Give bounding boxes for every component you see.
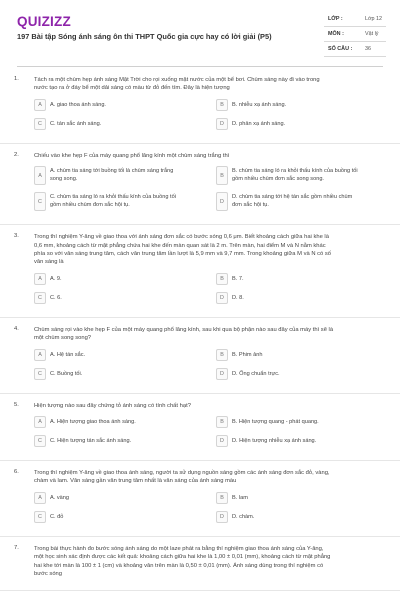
question-text-line: Trong thí nghiệm Y-âng về giao thoa với ánh sáng đơn sắc có bước sóng 0,6 μm. Biết khoảng cách giữa hai khe là <box>34 234 329 241</box>
option-text <box>50 194 176 209</box>
question-text-line: vân sáng là <box>34 259 64 266</box>
option-letter-box: D <box>216 192 228 211</box>
answer-option-b[interactable] <box>216 166 382 185</box>
answer-option-b[interactable] <box>216 349 382 361</box>
answer-option-d[interactable] <box>216 192 382 211</box>
page-title: 197 Bài tập Sóng ánh sáng ôn thi THPT Quốc gia cực hay có lời giải (P5) <box>17 32 272 41</box>
option-text-line: D. chùm tia sáng tới hệ tán sắc gồm nhiều chùm <box>232 194 353 201</box>
question-text-line: phía so với vân sáng trung tâm, cách vân trung tâm lần lượt là 5,9 mm và 9,7 mm. Trong khoảng giữa M và N có số <box>34 251 331 257</box>
option-text <box>232 194 352 209</box>
option-text <box>232 495 248 502</box>
meta-row-count <box>324 42 386 57</box>
answer-option-d[interactable] <box>216 511 382 523</box>
question-text-line: hai khe tới màn là 100 ± 1 (cm) và khoảng vân trên màn là 0,50 ± 0,01 (mm). Ánh sáng dùng trong thí nghiệm có <box>34 562 324 569</box>
option-text-line: B. 7. <box>232 275 244 282</box>
option-letter-box: A <box>34 99 46 111</box>
question-number: 2. <box>14 151 19 158</box>
answer-option-a[interactable] <box>34 349 200 361</box>
option-text <box>50 352 85 359</box>
option-text-line: A. Hệ tán sắc. <box>50 351 86 358</box>
option-text-line: A. 9. <box>50 275 62 282</box>
answer-option-a[interactable] <box>34 273 200 285</box>
option-text-line: B. chùm tia sáng ló ra khỏi thấu kính của buồng tối <box>232 168 358 175</box>
answer-option-d[interactable] <box>216 292 382 304</box>
option-text <box>50 295 62 302</box>
option-letter-box: C <box>34 368 46 380</box>
answer-option-c[interactable] <box>34 368 200 380</box>
option-text-line: C. Hiện tượng tán sắc ánh sáng. <box>50 437 132 444</box>
answer-option-c[interactable] <box>34 511 200 523</box>
answer-option-c[interactable] <box>34 118 200 130</box>
answer-option-a[interactable] <box>34 416 200 428</box>
answer-option-a[interactable] <box>34 492 200 504</box>
option-text <box>232 121 285 128</box>
option-letter-box: D <box>216 118 228 130</box>
question-text-line: Hiện tượng nào sau đây chứng tỏ ánh sáng có tính chất hạt? <box>34 402 191 409</box>
answer-option-b[interactable] <box>216 273 382 285</box>
answer-option-c[interactable] <box>34 292 200 304</box>
option-text-line: D. 8. <box>232 294 244 301</box>
option-letter-box: A <box>34 349 46 361</box>
question-item <box>0 231 400 318</box>
option-text <box>232 438 316 445</box>
answer-option-d[interactable] <box>216 368 382 380</box>
question-text-line: Trong thí nghiệm Y-âng về giao thoa ánh sáng, người ta sử dụng nguồn sáng gồm các ánh sáng đơn sắc đỏ, vàng, <box>34 470 330 476</box>
question-text-line: Chiếu vào khe hẹp F của máy quang phổ lăng kính một chùm sáng trắng thì <box>34 152 230 159</box>
question-number: 5. <box>14 401 19 408</box>
option-text <box>50 438 131 445</box>
option-letter-box: C <box>34 118 46 130</box>
option-letter-box: D <box>216 435 228 447</box>
option-text <box>232 419 319 426</box>
question-number: 7. <box>14 544 19 551</box>
option-text-line: B. nhiễu xạ ánh sáng. <box>232 101 287 108</box>
question-item <box>0 150 400 225</box>
option-text <box>50 121 101 128</box>
option-text-line: C. tán sắc ánh sáng. <box>50 120 102 127</box>
option-letter-box: B <box>216 273 228 285</box>
option-text <box>232 102 286 109</box>
option-text <box>232 514 254 521</box>
option-text-line: A. Hiện tượng giao thoa ánh sáng. <box>50 418 136 425</box>
option-letter-box: A <box>34 273 46 285</box>
option-letter-box: D <box>216 292 228 304</box>
quizizz-logo: QUIZIZZ <box>17 14 71 29</box>
question-text <box>34 76 386 93</box>
option-text <box>232 295 244 302</box>
option-text-line: gồm nhiều chùm đơn sắc song song. <box>232 175 324 182</box>
option-letter-box: C <box>34 292 46 304</box>
meta-label: SỐ CÂU : <box>328 46 353 52</box>
meta-box <box>324 12 386 57</box>
option-letter-box: B <box>216 492 228 504</box>
meta-row-class <box>324 12 386 27</box>
option-letter-box: B <box>216 416 228 428</box>
option-text <box>232 371 280 378</box>
option-text-line: B. Hiện tượng quang - phát quang. <box>232 418 319 425</box>
question-item <box>0 324 400 394</box>
option-text-line: C. đỏ <box>50 513 64 520</box>
option-text-line: B. Phim ảnh <box>232 351 263 358</box>
question-number: 6. <box>14 469 19 475</box>
answer-option-c[interactable] <box>34 435 200 447</box>
worksheet-header <box>0 0 400 68</box>
option-text <box>50 419 136 426</box>
option-text-line: B. lam <box>232 494 248 501</box>
question-text-line: bước sóng <box>34 571 62 578</box>
option-letter-box: A <box>34 492 46 504</box>
option-text <box>232 352 262 359</box>
answer-option-b[interactable] <box>216 416 382 428</box>
option-text <box>232 168 358 183</box>
question-item <box>0 400 400 461</box>
header-divider <box>17 66 383 67</box>
option-letter-box: C <box>34 435 46 447</box>
meta-label: MÔN : <box>328 31 344 37</box>
option-text-line: D. Ống chuẩn trực. <box>232 370 280 377</box>
question-number: 3. <box>14 233 19 240</box>
question-text-line: Tách ra một chùm hẹp ánh sáng Mặt Trời cho rọi xuống mặt nước của một bể bơi. Chùm sáng này đi vào trong <box>34 77 320 83</box>
answer-option-b[interactable] <box>216 492 382 504</box>
option-letter-box: C <box>34 511 46 523</box>
question-text <box>34 326 386 343</box>
meta-value: Lớp 12 <box>365 16 383 22</box>
option-text-line: A. giao thoa ánh sáng. <box>50 101 106 108</box>
question-text <box>34 152 386 160</box>
question-text-line: Trong bài thực hành đo bước sóng ánh sáng do một laze phát ra bằng thí nghiệm giao thoa ánh sáng của Y-âng, <box>34 545 324 552</box>
meta-value: Vật lý <box>365 31 379 37</box>
answer-option-d[interactable] <box>216 118 382 130</box>
question-text-line: một học sinh xác định được các kết quả: khoảng cách giữa hai khe là 1,00 ± 0,01 (mm), khoảng cách từ mặt phẳng <box>34 554 331 561</box>
option-text <box>50 168 173 183</box>
meta-label: LỚP : <box>328 16 343 22</box>
option-letter-box: A <box>34 416 46 428</box>
option-text-line: A. vàng <box>50 494 69 501</box>
answer-option-a[interactable] <box>34 99 200 111</box>
question-number: 1. <box>14 76 19 82</box>
question-text <box>34 469 386 486</box>
option-text <box>232 276 244 283</box>
meta-value: 36 <box>365 46 371 52</box>
answer-option-b[interactable] <box>216 99 382 111</box>
question-text-line: chàm và lam. Vân sáng gần vân trung tâm nhất là vân sáng của ánh sáng màu <box>34 478 237 485</box>
option-text-line: D. chàm. <box>232 513 255 520</box>
option-text-line: gồm nhiều chùm đơn sắc hội tụ. <box>50 201 130 208</box>
option-text-line: C. 6. <box>50 294 62 301</box>
question-text-line: 0,6 mm, khoảng cách từ mặt phẳng chứa hai khe đến màn quan sát là 2 m. Trên màn, hai điểm M và N nằm khác <box>34 242 326 249</box>
option-text <box>50 514 63 521</box>
question-text <box>34 545 386 579</box>
question-number: 4. <box>14 325 19 332</box>
option-text <box>50 276 62 283</box>
question-item <box>0 467 400 537</box>
option-letter-box: D <box>216 511 228 523</box>
option-text-line: C. Buồng tối. <box>50 370 83 377</box>
option-text-line: song song. <box>50 175 78 182</box>
option-letter-box: D <box>216 368 228 380</box>
answer-option-d[interactable] <box>216 435 382 447</box>
answer-option-a[interactable] <box>34 166 200 185</box>
option-text-line: A. chùm tia sáng tới buồng tối là chùm sáng trắng <box>50 168 174 175</box>
option-text <box>50 495 69 502</box>
option-text-line: D. Hiện tượng nhiễu xạ ánh sáng. <box>232 437 317 444</box>
option-text <box>50 371 82 378</box>
question-text <box>34 402 386 410</box>
option-letter-box: B <box>216 166 228 185</box>
meta-row-subject <box>324 27 386 42</box>
question-item <box>0 543 400 592</box>
option-letter-box: B <box>216 349 228 361</box>
answer-option-c[interactable] <box>34 192 200 211</box>
option-letter-box: C <box>34 192 46 211</box>
option-text-line: D. phản xạ ánh sáng. <box>232 120 286 127</box>
question-text <box>34 233 386 267</box>
question-item <box>0 74 400 144</box>
option-text-line: đơn sắc hội tụ. <box>232 201 269 208</box>
question-text-line: Chùm sáng rọi vào khe hẹp F của một máy quang phổ lăng kính, sau khi qua bộ phận nào sau đây của máy thì sẽ là <box>34 326 334 333</box>
question-text-line: một chùm song song? <box>34 335 92 342</box>
question-text-line: nước tạo ra ở đáy bể một dải sáng có màu từ đỏ đến tím. Đây là hiện tượng <box>34 85 230 92</box>
option-text-line: C. chùm tia sáng ló ra khỏi thấu kính của buồng tối <box>50 194 176 201</box>
option-letter-box: B <box>216 99 228 111</box>
option-letter-box: A <box>34 166 46 185</box>
option-text <box>50 102 106 109</box>
